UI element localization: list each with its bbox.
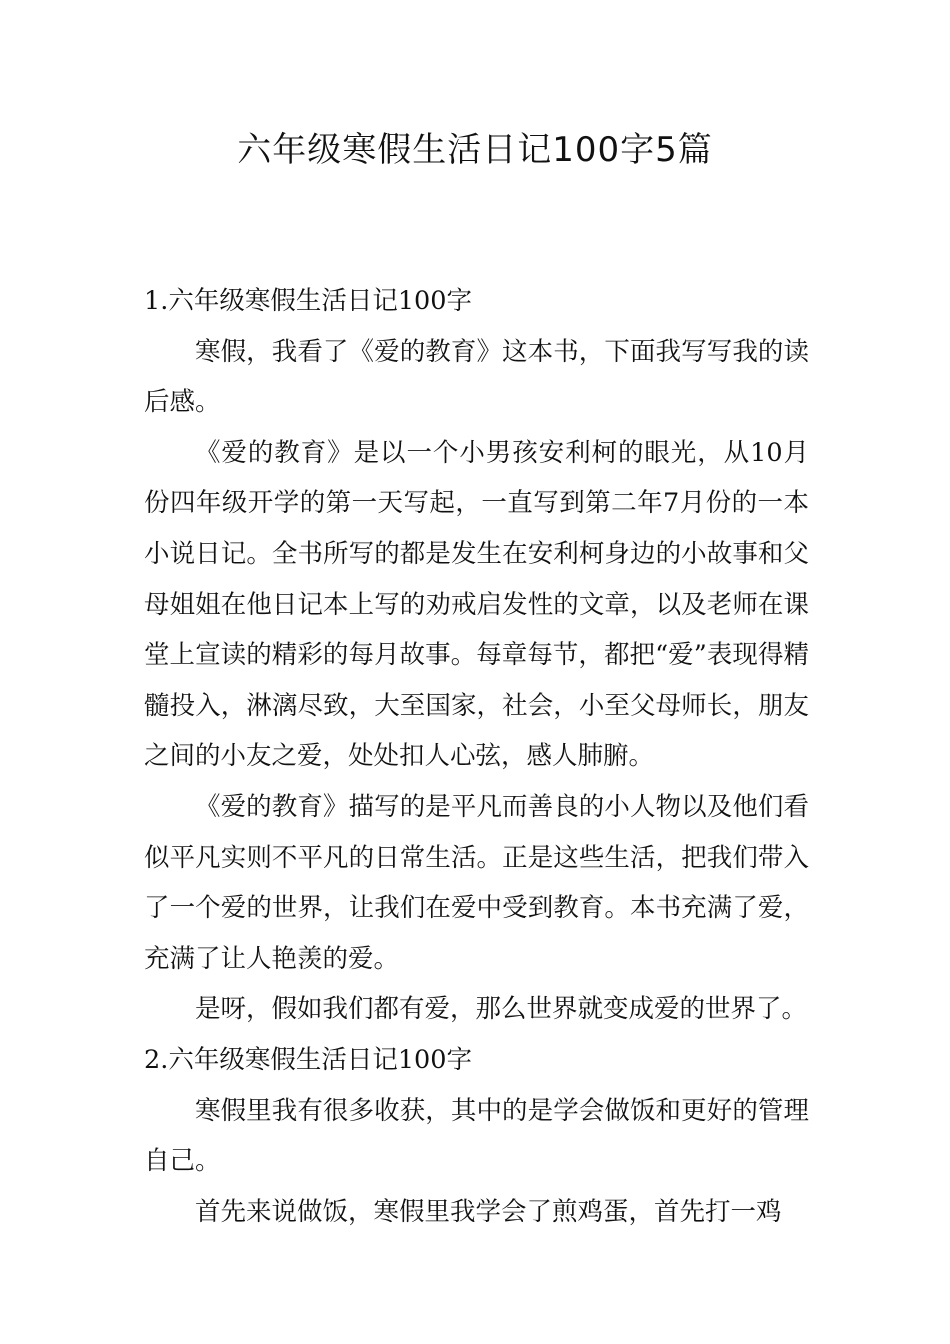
paragraph: 《爱的教育》描写的是平凡而善良的小人物以及他们看似平凡实则不平凡的日常生活。正是这些生活，把我们带入了一个爱的世界，让我们在爱中受到教育。本书充满了爱，充满了让人艳羡的爱。 xyxy=(144,791,809,974)
section-heading-2: 2.六年级寒假生活日记100字 xyxy=(144,1044,473,1075)
document-body xyxy=(144,276,809,1237)
document-title: 六年级寒假生活日记100字5篇 xyxy=(237,130,713,170)
paragraph: 是呀，假如我们都有爱，那么世界就变成爱的世界了。 xyxy=(195,994,808,1025)
paragraph: 首先来说做饭，寒假里我学会了煎鸡蛋，首先打一鸡 xyxy=(195,1196,782,1227)
section-heading-1: 1.六年级寒假生活日记100字 xyxy=(144,286,473,316)
paragraph: 寒假里我有很多收获，其中的是学会做饭和更好的管理自己。 xyxy=(144,1095,809,1177)
paragraph: 《爱的教育》是以一个小男孩安利柯的眼光，从10月份四年级开学的第一天写起，一直写到第二年7月份的一本小说日记。全书所写的都是发生在安利柯身边的小故事和父母姐姐在他日记本上写的劝戒启发性的文章，以及老师在课堂上宣读的精彩的每月故事。每章每节，都把“爱”表现得精髓投入，淋漓尽致，大至国家，社会，小至父母师长，朋友之间的小友之爱，处处扣人心弦，感人肺腑。 xyxy=(144,437,809,772)
paragraph: 寒假，我看了《爱的教育》这本书，下面我写写我的读后感。 xyxy=(144,336,809,418)
